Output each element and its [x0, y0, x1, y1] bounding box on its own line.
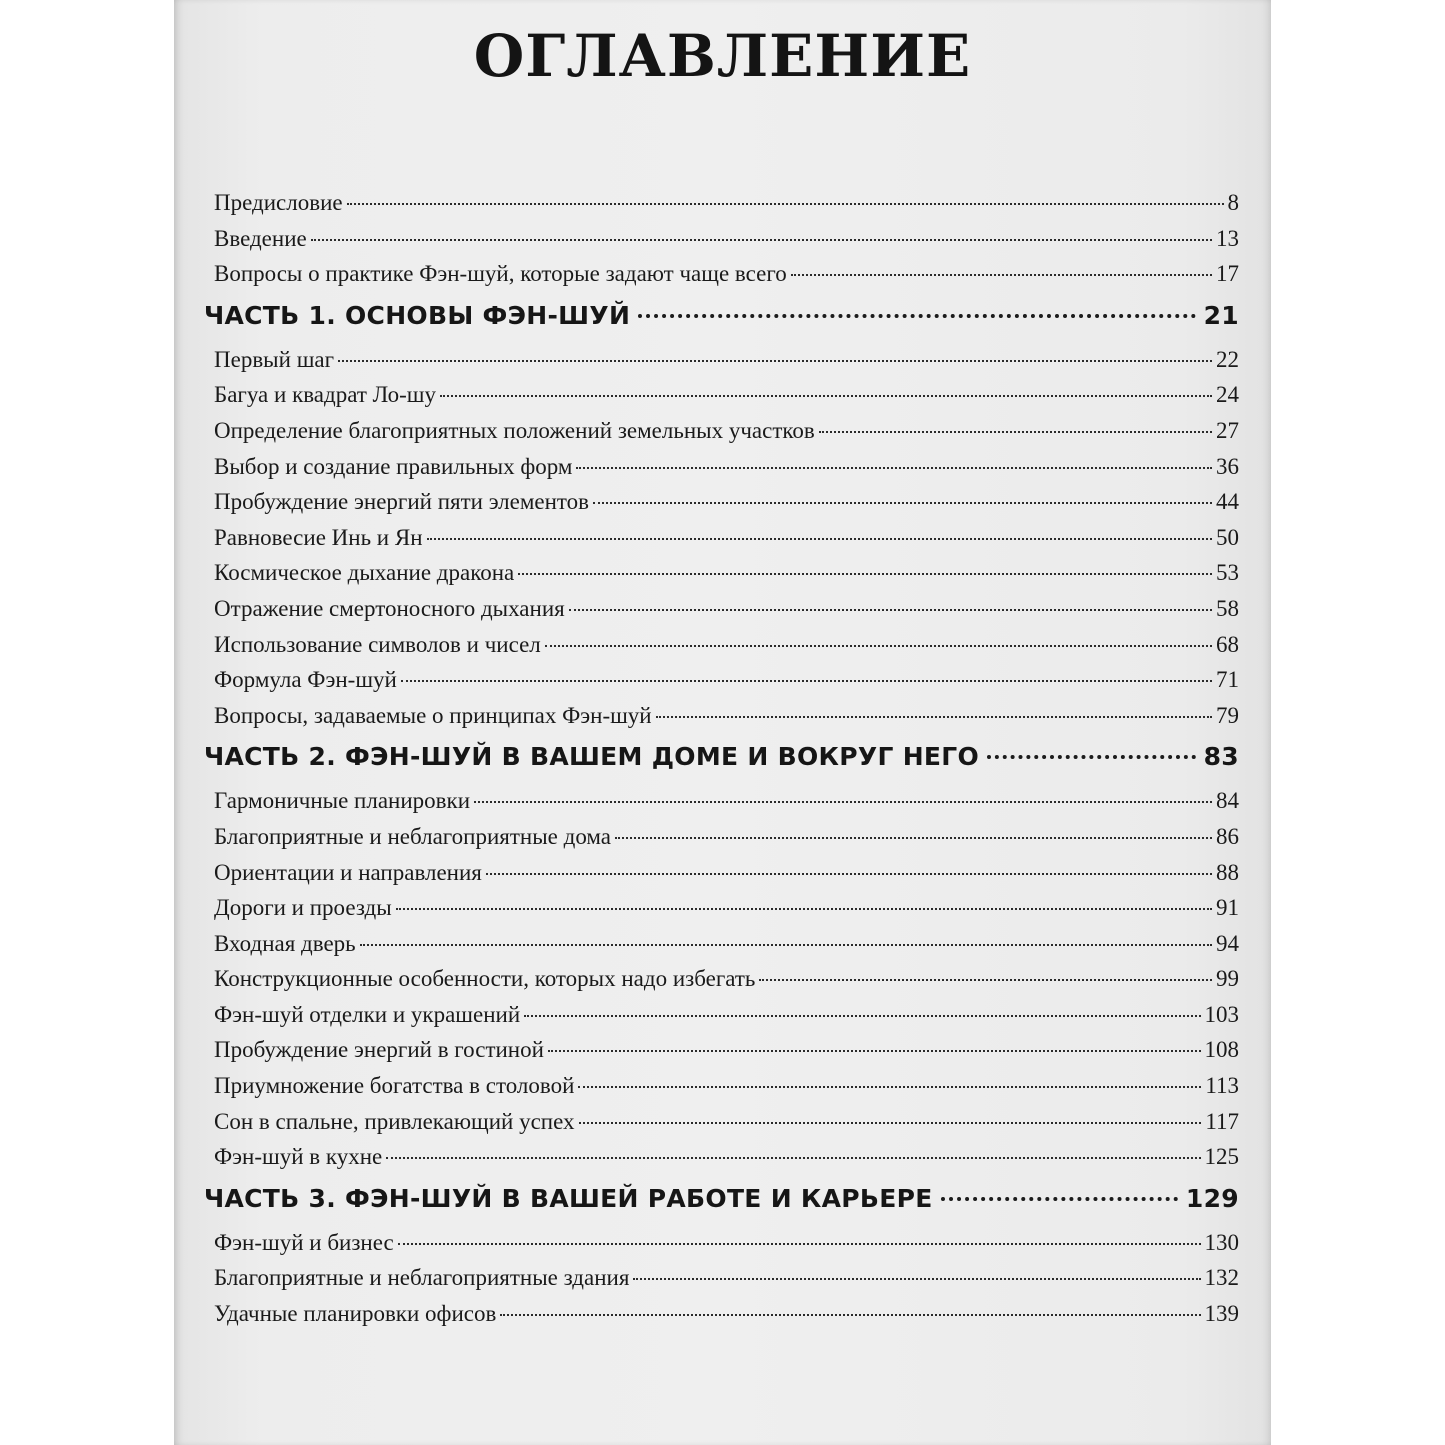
dot-leader — [633, 1278, 1200, 1280]
dot-leader — [638, 314, 1195, 318]
toc-entry-page-number: 86 — [1216, 823, 1239, 849]
dot-leader — [759, 979, 1212, 981]
dot-leader — [987, 755, 1196, 759]
toc-entry-label: Формула Фэн-шуй — [214, 667, 397, 693]
toc-entry-label: Конструкционные особенности, которых надо избегать — [214, 966, 756, 992]
toc-entry-page-number: 68 — [1216, 631, 1239, 657]
toc-entry-page-number: 130 — [1204, 1229, 1239, 1255]
toc-entry-label: Пробуждение энергий пяти элементов — [214, 489, 590, 515]
toc-entry-label: Введение — [214, 225, 307, 251]
part-heading — [204, 297, 1239, 347]
dot-leader — [518, 573, 1212, 575]
dot-leader — [338, 360, 1212, 362]
toc-entry-page-number: 99 — [1216, 966, 1239, 992]
toc-entry — [204, 347, 1239, 383]
book-page — [174, 0, 1271, 1445]
toc-entry-page-number: 50 — [1216, 524, 1239, 550]
toc-entry — [204, 895, 1239, 931]
toc-entry-label: Вопросы о практике Фэн-шуй, которые задают чаще всего — [214, 261, 787, 287]
toc-entry — [204, 1002, 1239, 1038]
toc-entry — [204, 226, 1239, 262]
part-heading-label: ЧАСТЬ 1. ОСНОВЫ ФЭН-ШУЙ — [204, 300, 631, 330]
toc-entry — [204, 860, 1239, 896]
toc-entry — [204, 382, 1239, 418]
toc-entry-page-number: 17 — [1216, 261, 1239, 287]
toc-entry-label: Ориентации и направления — [214, 859, 482, 885]
toc-entry-label: Фэн-шуй в кухне — [214, 1144, 383, 1170]
toc-entry-page-number: 84 — [1216, 788, 1239, 814]
toc-entry-page-number: 79 — [1216, 702, 1239, 728]
dot-leader — [311, 239, 1212, 241]
toc-entry — [204, 1144, 1239, 1180]
dot-leader — [569, 609, 1212, 611]
dot-leader — [347, 203, 1224, 205]
dot-leader — [386, 1157, 1200, 1159]
toc-entry-label: Фэн-шуй и бизнес — [214, 1229, 394, 1255]
toc-entry — [204, 1265, 1239, 1301]
toc-entry-page-number: 108 — [1204, 1037, 1239, 1063]
dot-leader — [578, 1086, 1201, 1088]
toc-entry-label: Первый шаг — [214, 346, 335, 372]
toc-entry-label: Дороги и проезды — [214, 895, 392, 921]
part-heading-page-number: 129 — [1185, 1183, 1239, 1213]
dot-leader — [615, 837, 1212, 839]
part-heading-page-number: 21 — [1203, 300, 1239, 330]
toc-entry-page-number: 22 — [1216, 346, 1239, 372]
toc-entry-label: Отражение смертоносного дыхания — [214, 595, 565, 621]
toc-entry-page-number: 53 — [1216, 560, 1239, 586]
dot-leader — [579, 1122, 1202, 1124]
dot-leader — [396, 908, 1212, 910]
dot-leader — [427, 538, 1212, 540]
toc-entry — [204, 560, 1239, 596]
toc-entry — [204, 1109, 1239, 1145]
toc-entry-label: Предисловие — [214, 190, 343, 215]
toc-entry-label: Благоприятные и неблагоприятные дома — [214, 823, 612, 849]
toc-entry-label: Сон в спальне, привлекающий успех — [214, 1108, 575, 1134]
dot-leader — [401, 680, 1212, 682]
part-heading — [204, 1180, 1239, 1230]
page-title: ОГЛАВЛЕНИЕ — [473, 22, 972, 90]
dot-leader — [500, 1314, 1200, 1316]
dot-leader — [545, 645, 1212, 647]
toc-entry — [204, 1073, 1239, 1109]
dot-leader — [819, 431, 1212, 433]
toc-entry-label: Определение благоприятных положений земельных участков — [214, 417, 815, 443]
dot-leader — [548, 1050, 1201, 1052]
toc-entry — [204, 489, 1239, 525]
toc-entry-label: Гармоничные планировки — [214, 788, 470, 814]
toc-entry-page-number: 125 — [1204, 1144, 1239, 1170]
toc-entry — [204, 788, 1239, 824]
toc-entry-label: Использование символов и чисел — [214, 631, 541, 657]
toc-entry-page-number: 71 — [1216, 667, 1239, 693]
dot-leader — [440, 395, 1212, 397]
dot-leader — [360, 944, 1212, 946]
dot-leader — [398, 1243, 1201, 1245]
toc-entry-page-number: 113 — [1205, 1073, 1239, 1099]
toc-entry — [204, 632, 1239, 668]
toc-entry-label: Фэн-шуй отделки и украшений — [214, 1001, 521, 1027]
part-heading-page-number: 83 — [1203, 742, 1239, 772]
toc-entry-label: Равновесие Инь и Ян — [214, 524, 423, 550]
dot-leader — [576, 467, 1212, 469]
toc-entry — [204, 824, 1239, 860]
toc-entry-label: Пробуждение энергий в гостиной — [214, 1037, 544, 1063]
dot-leader — [656, 716, 1212, 718]
toc-entry-label: Багуа и квадрат Ло-шу — [214, 382, 437, 408]
table-of-contents — [204, 190, 1239, 1337]
toc-entry-page-number: 139 — [1204, 1301, 1239, 1327]
toc-entry-label: Приумножение богатства в столовой — [214, 1073, 575, 1099]
toc-entry-label: Входная дверь — [214, 930, 356, 956]
part-heading — [204, 738, 1239, 788]
toc-entry — [204, 454, 1239, 490]
toc-entry-page-number: 13 — [1216, 225, 1239, 251]
toc-entry — [204, 931, 1239, 967]
toc-entry — [204, 1230, 1239, 1266]
part-heading-label: ЧАСТЬ 2. ФЭН-ШУЙ В ВАШЕМ ДОМЕ И ВОКРУГ НЕГО — [204, 742, 980, 772]
toc-entry-page-number: 24 — [1216, 382, 1239, 408]
dot-leader — [486, 873, 1212, 875]
toc-entry-page-number: 103 — [1204, 1001, 1239, 1027]
toc-entry — [204, 703, 1239, 739]
toc-entry — [204, 667, 1239, 703]
dot-leader — [941, 1197, 1178, 1201]
toc-entry-label: Выбор и создание правильных форм — [214, 453, 573, 479]
dot-leader — [474, 801, 1212, 803]
dot-leader — [791, 274, 1212, 276]
part-heading-label: ЧАСТЬ 3. ФЭН-ШУЙ В ВАШЕЙ РАБОТЕ И КАРЬЕРЕ — [204, 1183, 933, 1213]
toc-entry — [204, 261, 1239, 297]
toc-entry-page-number: 88 — [1216, 859, 1239, 885]
toc-entry — [204, 190, 1239, 226]
toc-entry-page-number: 117 — [1205, 1108, 1239, 1134]
dot-leader — [524, 1015, 1200, 1017]
toc-entry-page-number: 44 — [1216, 489, 1239, 515]
toc-entry — [204, 418, 1239, 454]
toc-entry-page-number: 94 — [1216, 930, 1239, 956]
toc-entry-label: Космическое дыхание дракона — [214, 560, 515, 586]
toc-entry-label: Удачные планировки офисов — [214, 1301, 497, 1327]
toc-entry-page-number: 36 — [1216, 453, 1239, 479]
dot-leader — [593, 502, 1212, 504]
toc-entry-page-number: 58 — [1216, 595, 1239, 621]
toc-entry — [204, 1301, 1239, 1337]
toc-entry-label: Вопросы, задаваемые о принципах Фэн-шуй — [214, 702, 652, 728]
toc-entry-page-number: 91 — [1216, 895, 1239, 921]
toc-entry-page-number: 8 — [1227, 190, 1239, 215]
toc-entry — [204, 966, 1239, 1002]
toc-entry-page-number: 132 — [1204, 1265, 1239, 1291]
toc-entry — [204, 596, 1239, 632]
toc-entry — [204, 525, 1239, 561]
toc-entry-label: Благоприятные и неблагоприятные здания — [214, 1265, 630, 1291]
toc-entry-page-number: 27 — [1216, 417, 1239, 443]
toc-entry — [204, 1037, 1239, 1073]
